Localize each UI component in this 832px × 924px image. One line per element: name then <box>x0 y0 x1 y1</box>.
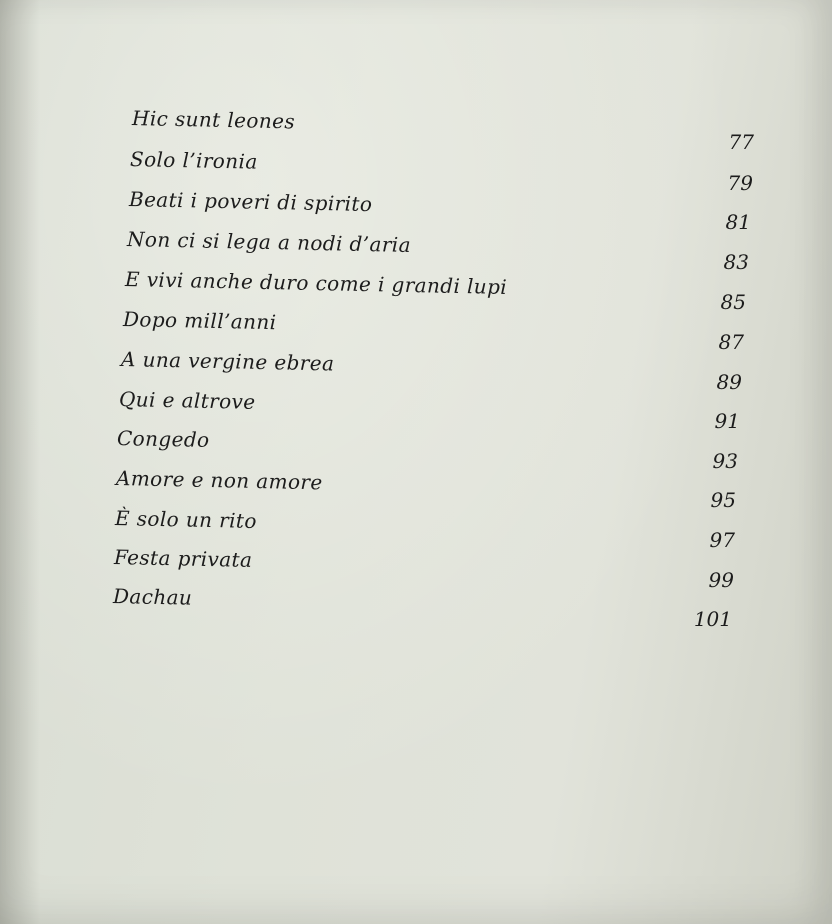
toc-entry-title: E vivi anche duro come i grandi lupi <box>124 267 508 300</box>
toc-entry-page: 81 <box>725 210 751 234</box>
toc-entry-page: 77 <box>728 130 754 154</box>
toc-entry-title: Hic sunt leones <box>131 106 296 134</box>
toc-entry-page: 101 <box>693 607 732 631</box>
toc-entry-title: A una vergine ebrea <box>120 347 335 376</box>
page-shadow <box>0 0 40 924</box>
toc-entry-page: 79 <box>727 171 753 195</box>
toc-entry-title: Dopo mill’anni <box>122 307 277 335</box>
toc-entry-title: Amore e non amore <box>115 466 323 495</box>
toc-entry-title: È solo un rito <box>114 506 258 533</box>
toc-entry-page: 85 <box>720 290 746 314</box>
toc-entry-page: 89 <box>716 370 742 394</box>
toc-entry-page: 93 <box>712 449 738 473</box>
toc-entry-title: Non ci si lega a nodi d’aria <box>126 227 412 257</box>
toc-entry-title: Beati i poveri di spirito <box>128 187 373 217</box>
toc-entry-title: Congedo <box>116 426 210 452</box>
toc-entry-title: Dachau <box>112 584 193 610</box>
toc-entry-page: 83 <box>723 250 749 274</box>
toc-entry-page: 97 <box>709 528 735 552</box>
toc-entry-title: Qui e altrove <box>118 387 256 414</box>
toc-entry-title: Solo l’ironia <box>129 147 258 174</box>
toc-entry-page: 91 <box>714 409 740 433</box>
toc-entry-page: 95 <box>710 488 736 512</box>
toc-entry-page: 87 <box>718 330 744 354</box>
toc-entry-title: Festa privata <box>113 545 253 572</box>
toc-entry-page: 99 <box>708 568 734 592</box>
